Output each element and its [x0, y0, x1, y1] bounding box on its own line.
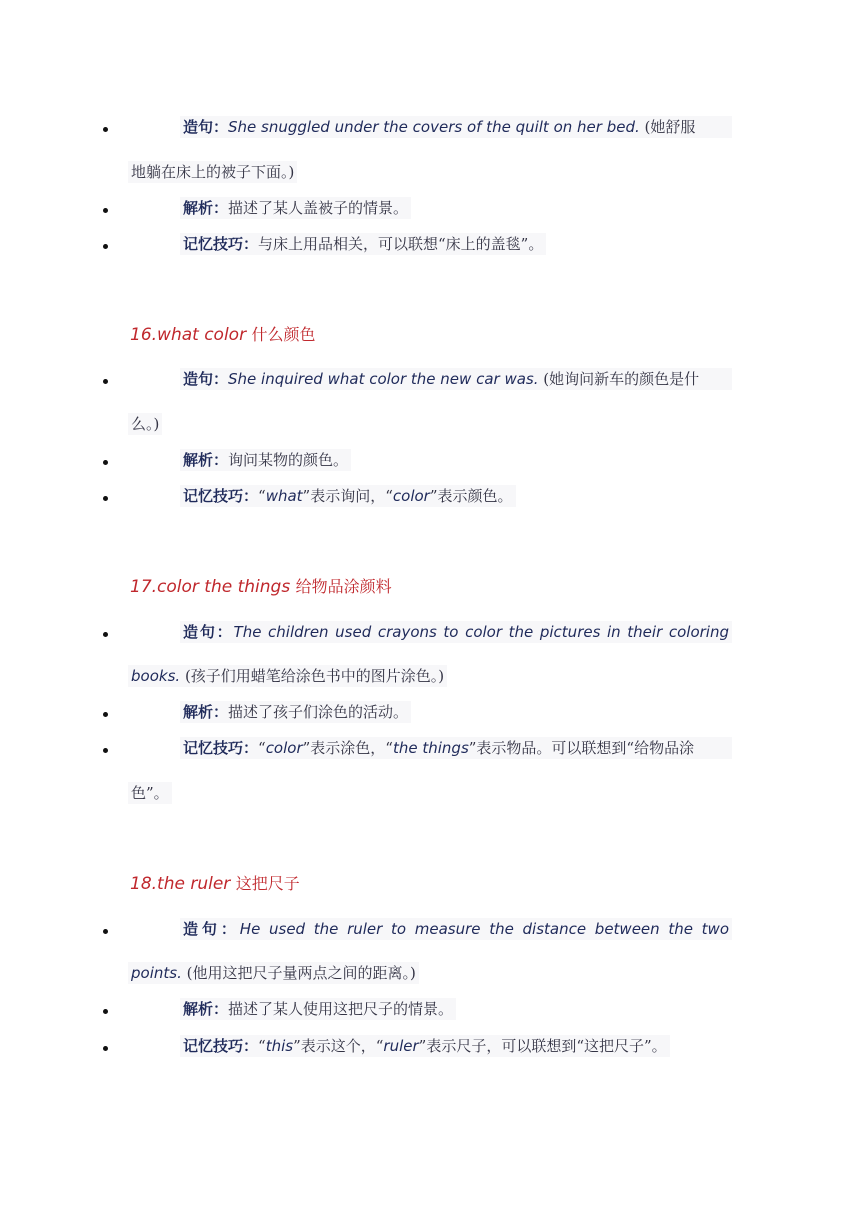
- bullet-point: [103, 208, 108, 213]
- analysis-line: 解析：询问某物的颜色。: [180, 449, 351, 471]
- example-sentence-continuation: points. (他用这把尺子量两点之间的距离。): [128, 962, 419, 984]
- example-chinese: (她舒服: [644, 118, 696, 136]
- bullet-point: [103, 712, 108, 717]
- memory-tip-line: [180, 233, 546, 255]
- example-english: She snuggled under the covers of the quilt on her bed.: [228, 118, 640, 136]
- example-sentence-line: [180, 116, 732, 138]
- analysis-text: 描述了某人盖被子的情景。: [228, 199, 409, 217]
- example-sentence-line: 造句：She inquired what color the new car was. (她询问新车的颜色是什: [180, 368, 732, 390]
- analysis-label: 解析：: [183, 199, 229, 217]
- memory-text: 与床上用品相关，可以联想“床上的盖毯”。: [258, 235, 544, 253]
- section-heading: 17.color the things 给物品涂颜料: [130, 577, 392, 597]
- memory-tip-line: 记忆技巧：“color”表示涂色，“the things”表示物品。可以联想到“给物品涂: [180, 737, 732, 759]
- analysis-line: [180, 197, 411, 219]
- bullet-point: [103, 1009, 108, 1014]
- bullet-point: [103, 1046, 108, 1051]
- bullet-point: [103, 127, 108, 132]
- bullet-point: [103, 460, 108, 465]
- section-heading: 16.what color 什么颜色: [130, 325, 316, 345]
- example-sentence-line: 造句：He used the ruler to measure the distance between the two: [180, 918, 732, 940]
- example-sentence-continuation: 地躺在床上的被子下面。): [128, 161, 297, 183]
- memory-label: 记忆技巧：: [183, 235, 259, 253]
- section-heading: 18.the ruler 这把尺子: [130, 874, 300, 894]
- bullet-point: [103, 748, 108, 753]
- example-sentence-continuation: books. (孩子们用蜡笔给涂色书中的图片涂色。): [128, 665, 447, 687]
- memory-tip-line: 记忆技巧：“what”表示询问，“color”表示颜色。: [180, 485, 516, 507]
- example-label: 造句：: [183, 118, 229, 136]
- bullet-point: [103, 929, 108, 934]
- example-sentence-line: 造句：The children used crayons to color the pictures in their coloring: [180, 621, 732, 643]
- analysis-line: 解析：描述了孩子们涂色的活动。: [180, 701, 411, 723]
- analysis-line: 解析：描述了某人使用这把尺子的情景。: [180, 998, 456, 1020]
- example-sentence-continuation: 么。): [128, 413, 162, 435]
- memory-tip-line: 记忆技巧：“this”表示这个，“ruler”表示尺子，可以联想到“这把尺子”。: [180, 1035, 670, 1057]
- bullet-point: [103, 379, 108, 384]
- bullet-point: [103, 244, 108, 249]
- bullet-point: [103, 632, 108, 637]
- memory-tip-continuation: 色”。: [128, 782, 172, 804]
- bullet-point: [103, 496, 108, 501]
